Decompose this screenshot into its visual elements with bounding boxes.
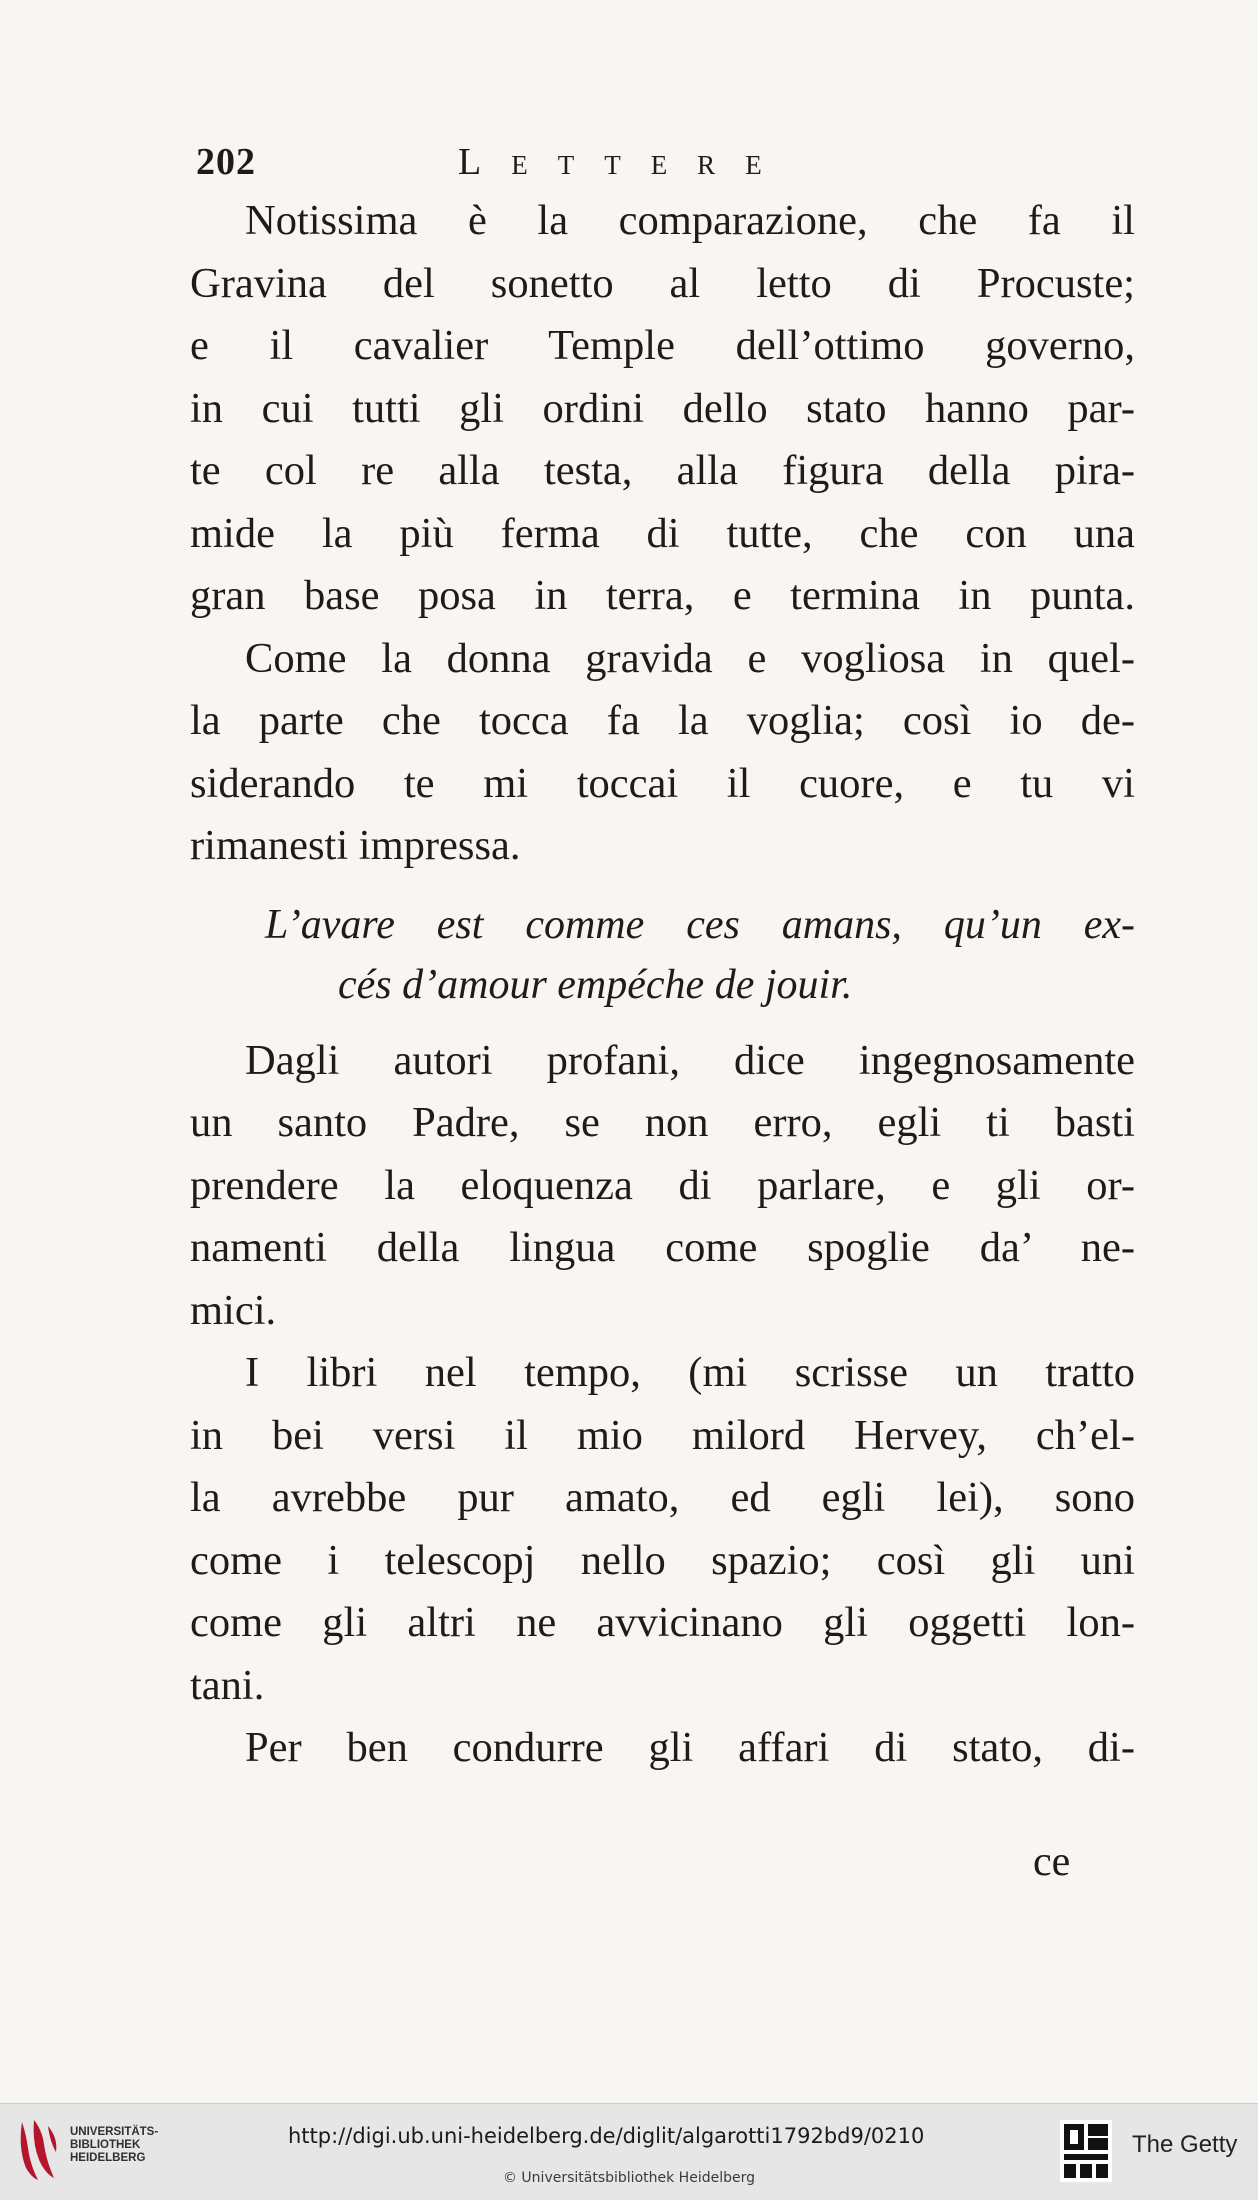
text-line: in bei versi il mio milord Hervey, ch’el- — [190, 1411, 1135, 1459]
quotation-line: cés d’amour empéche de jouir. — [338, 961, 853, 1008]
text-line: Dagli autori profani, dice ingegnosamente — [245, 1036, 1135, 1084]
text-line: namenti della lingua come spoglie da’ ne- — [190, 1224, 1135, 1271]
university-library-name — [70, 2126, 158, 2165]
text-line: un santo Padre, se non erro, egli ti basti — [190, 1099, 1135, 1146]
text-line: prendere la eloquenza di parlare, e gli or- — [190, 1161, 1135, 1209]
permalink-url[interactable]: http://digi.ub.uni-heidelberg.de/diglit/algarotti1792bd9/0210 — [288, 2124, 925, 2148]
getty-partner-name: The Getty — [1132, 2131, 1238, 2158]
copyright-notice: © Universitätsbibliothek Heidelberg — [502, 2170, 755, 2186]
text-line: I libri nel tempo, (mi scrisse un tratto — [245, 1349, 1135, 1396]
spacer — [190, 878, 1135, 894]
text-line: mici. — [190, 1286, 277, 1334]
text-line: come i telescopj nello spazio; così gli uni — [190, 1536, 1135, 1584]
text-line: la parte che tocca fa la voglia; così io de- — [190, 697, 1135, 744]
text-line: e il cavalier Temple dell’ottimo governo, — [190, 322, 1135, 369]
running-title: Lettere — [458, 141, 792, 183]
text-line: mide la più ferma di tutte, che con una — [190, 509, 1135, 557]
text-line: te col re alla testa, alla figura della pira- — [190, 447, 1135, 494]
spacer — [190, 1014, 1135, 1030]
page-header — [190, 140, 880, 190]
text-line: Gravina del sonetto al letto di Procuste; — [190, 259, 1135, 307]
viewer-footer — [0, 2103, 1258, 2200]
text-line: rimanesti impressa. — [190, 822, 521, 869]
library-name-line: BIBLIOTHEK — [70, 2139, 141, 2151]
text-line: in cui tutti gli ordini dello stato hanno par- — [190, 384, 1135, 432]
catchword: ce — [1033, 1839, 1071, 1885]
text-line: Per ben condurre gli affari di stato, di- — [245, 1724, 1135, 1771]
getty-logo-icon — [1060, 2120, 1112, 2182]
text-line: come gli altri ne avvicinano gli oggetti lon- — [190, 1599, 1135, 1646]
text-line: Notissima è la comparazione, che fa il — [245, 197, 1135, 244]
text-line: tani. — [190, 1661, 265, 1709]
body-text — [190, 190, 1135, 1780]
text-line: gran base posa in terra, e termina in punta. — [190, 572, 1135, 619]
library-name-line: UNIVERSITÄTS- — [70, 2126, 159, 2138]
library-name-line: HEIDELBERG — [70, 2152, 146, 2164]
text-line: Come la donna gravida e vogliosa in quel- — [245, 634, 1135, 682]
text-line: siderando te mi toccai il cuore, e tu vi — [190, 759, 1135, 807]
text-line: la avrebbe pur amato, ed egli lei), sono — [190, 1474, 1135, 1521]
page-number: 202 — [196, 141, 256, 183]
quotation-line: L’avare est comme ces amans, qu’un ex- — [265, 901, 1135, 948]
